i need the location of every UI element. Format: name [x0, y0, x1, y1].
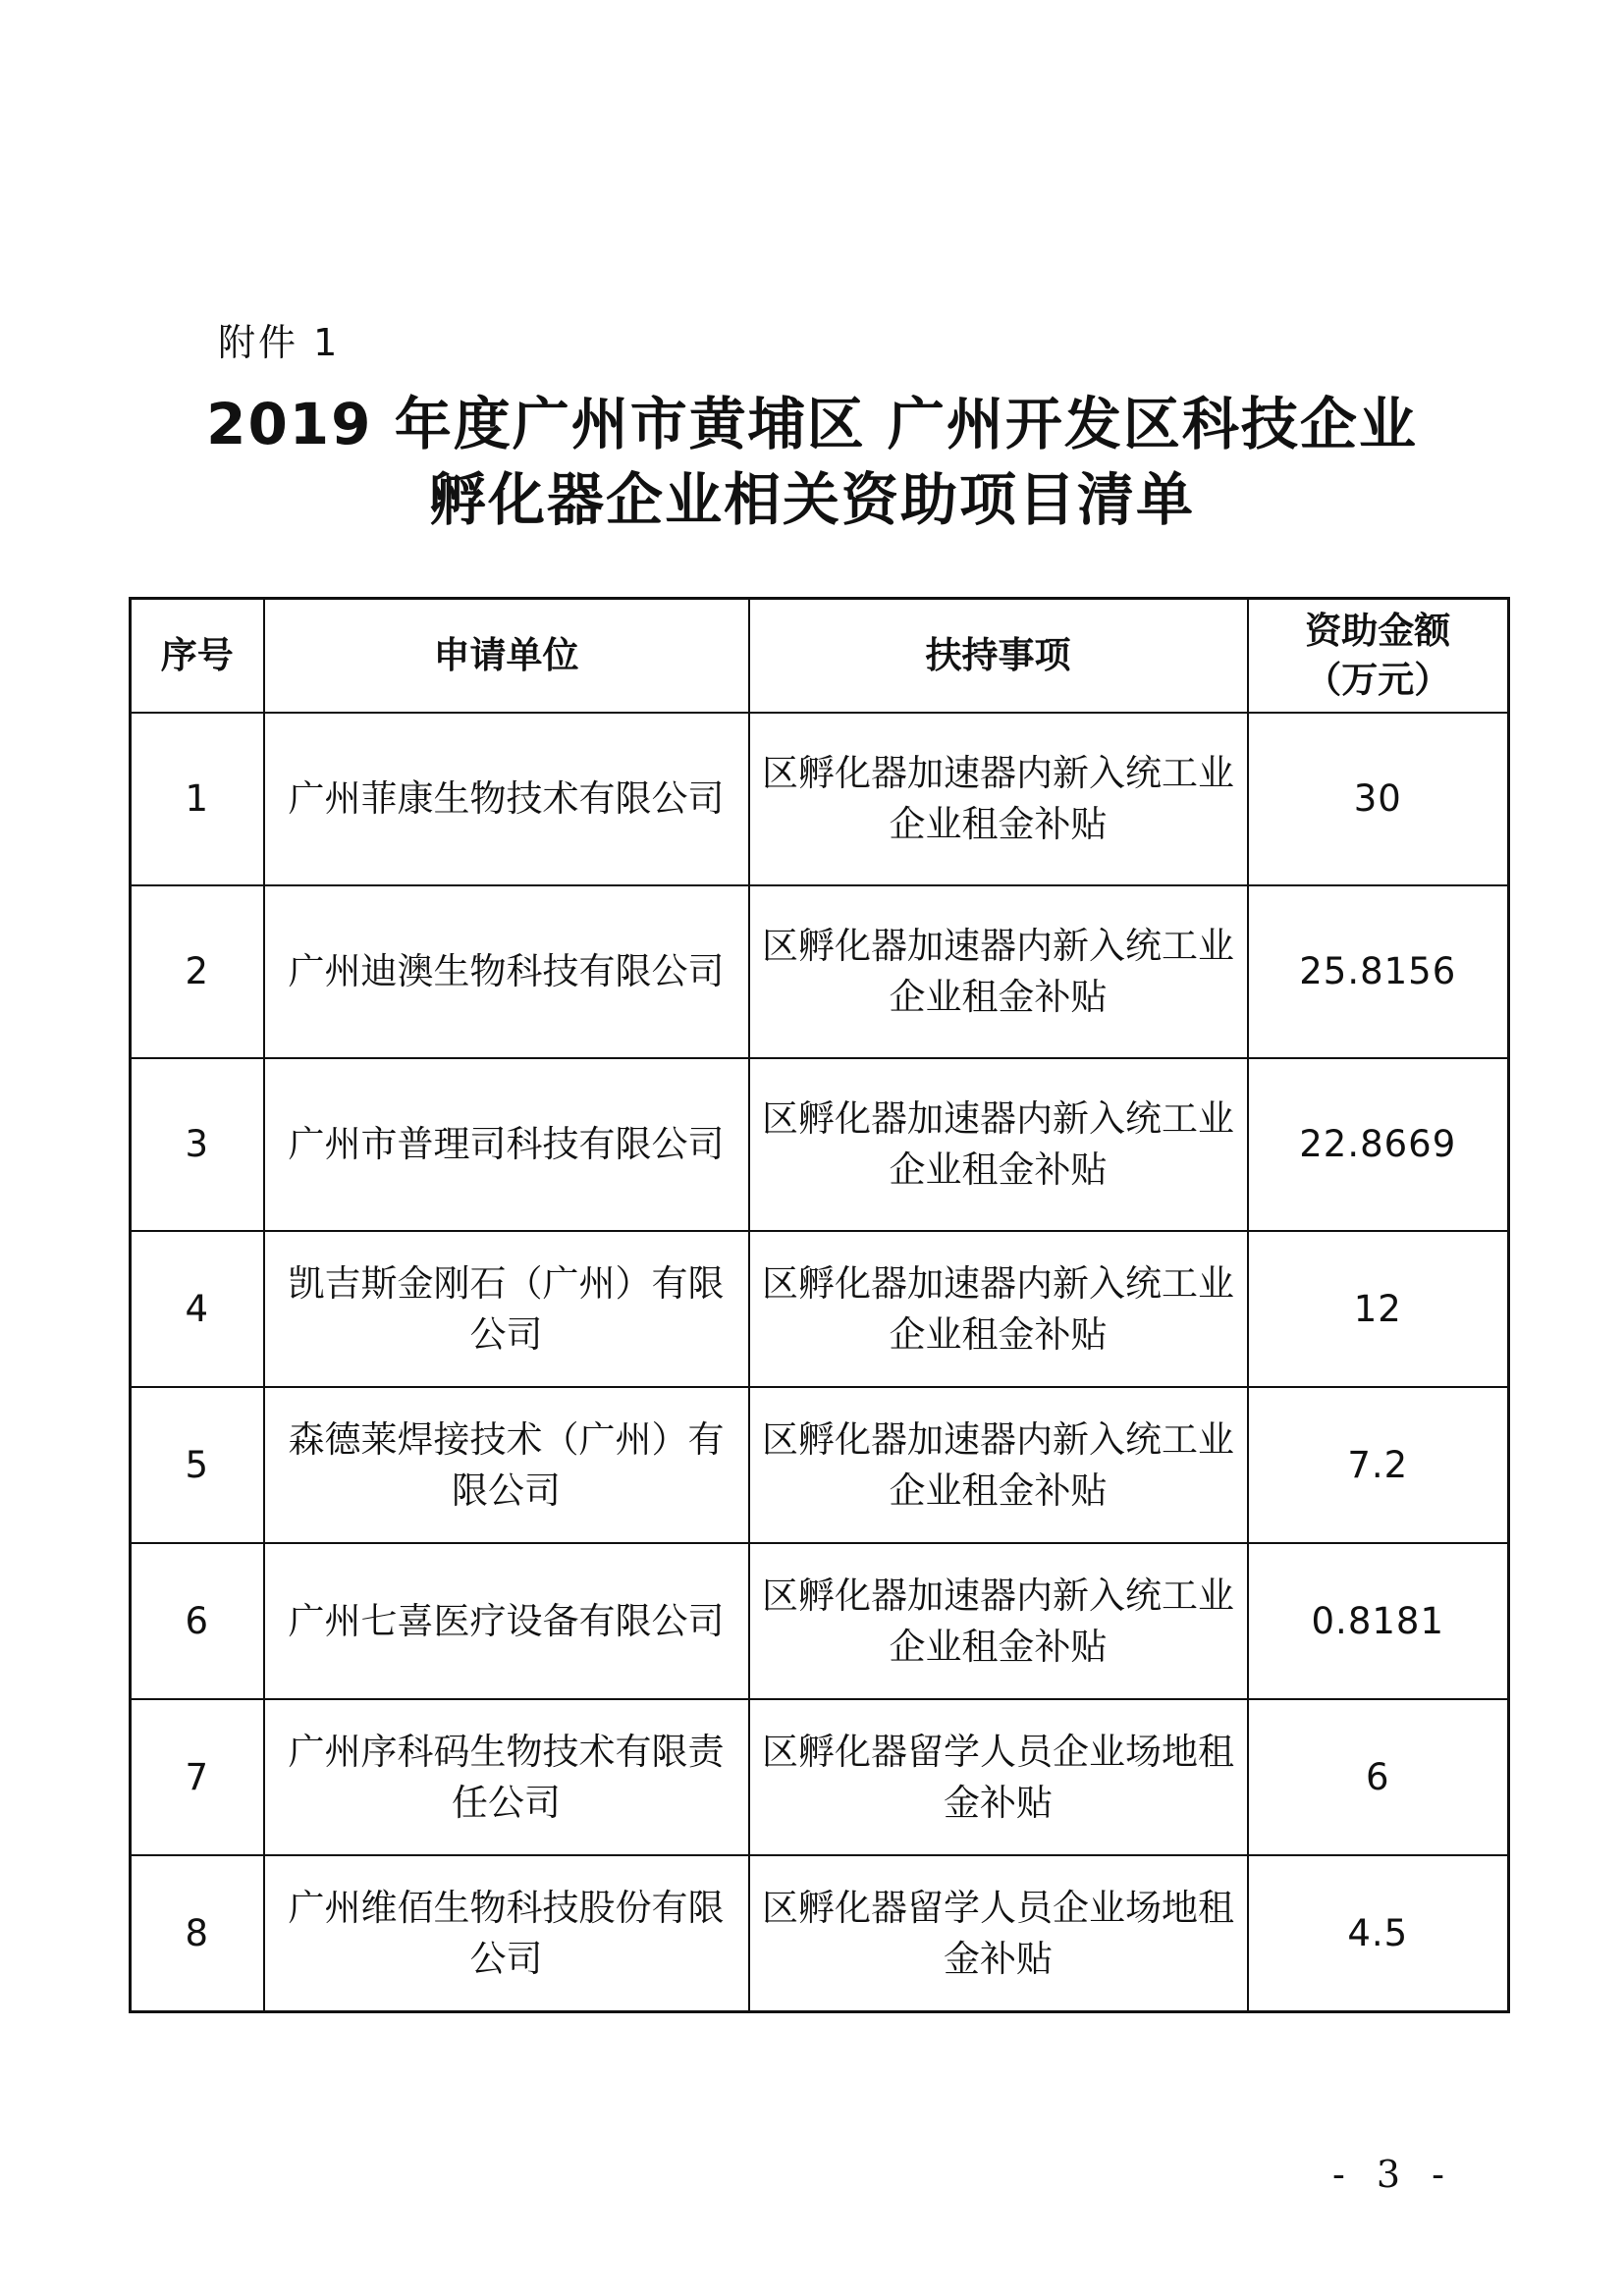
row-applicant: 森德莱焊接技术（广州）有限公司	[264, 1387, 749, 1543]
header-amount	[1248, 599, 1509, 714]
row-applicant: 广州七喜医疗设备有限公司	[264, 1543, 749, 1699]
header-item: 扶持事项	[749, 599, 1248, 714]
row-index: 4	[131, 1231, 264, 1387]
table-header-row	[131, 599, 1509, 714]
document-title-line-2: 孵化器企业相关资助项目清单	[428, 466, 1195, 533]
row-index: 7	[131, 1699, 264, 1855]
header-amount-line-2: （万元）	[1305, 659, 1451, 701]
row-amount: 4.5	[1248, 1855, 1509, 2012]
row-amount: 22.8669	[1248, 1058, 1509, 1231]
row-amount: 25.8156	[1248, 885, 1509, 1058]
funding-table	[129, 597, 1510, 2013]
attachment-label: 附件 1	[218, 321, 341, 364]
table-row	[131, 1855, 1509, 2012]
row-applicant: 凯吉斯金刚石（广州）有限公司	[264, 1231, 749, 1387]
page-number: - 3 -	[1332, 2153, 1455, 2196]
row-amount: 12	[1248, 1231, 1509, 1387]
row-index: 1	[131, 713, 264, 885]
row-item: 区孵化器加速器内新入统工业企业租金补贴	[749, 1058, 1248, 1231]
row-index: 2	[131, 885, 264, 1058]
row-index: 8	[131, 1855, 264, 2012]
table-row	[131, 885, 1509, 1058]
row-item: 区孵化器留学人员企业场地租金补贴	[749, 1699, 1248, 1855]
row-item: 区孵化器加速器内新入统工业企业租金补贴	[749, 1231, 1248, 1387]
header-amount-line-1: 资助金额	[1305, 610, 1451, 652]
table-row	[131, 1543, 1509, 1699]
row-index: 5	[131, 1387, 264, 1543]
row-index: 6	[131, 1543, 264, 1699]
row-applicant: 广州迪澳生物科技有限公司	[264, 885, 749, 1058]
row-applicant: 广州市普理司科技有限公司	[264, 1058, 749, 1231]
row-applicant: 广州序科码生物技术有限责任公司	[264, 1699, 749, 1855]
row-amount: 6	[1248, 1699, 1509, 1855]
table-row	[131, 1058, 1509, 1231]
row-item: 区孵化器加速器内新入统工业企业租金补贴	[749, 1543, 1248, 1699]
table-row	[131, 713, 1509, 885]
row-index: 3	[131, 1058, 264, 1231]
table-row	[131, 1387, 1509, 1543]
row-amount: 0.8181	[1248, 1543, 1509, 1699]
row-amount: 30	[1248, 713, 1509, 885]
row-item: 区孵化器留学人员企业场地租金补贴	[749, 1855, 1248, 2012]
table-row	[131, 1231, 1509, 1387]
document-title-line-1: 2019 年度广州市黄埔区 广州开发区科技企业	[206, 391, 1418, 457]
table-row	[131, 1699, 1509, 1855]
header-applicant: 申请单位	[264, 599, 749, 714]
row-item: 区孵化器加速器内新入统工业企业租金补贴	[749, 713, 1248, 885]
row-item: 区孵化器加速器内新入统工业企业租金补贴	[749, 1387, 1248, 1543]
header-index: 序号	[131, 599, 264, 714]
row-applicant: 广州菲康生物技术有限公司	[264, 713, 749, 885]
row-amount: 7.2	[1248, 1387, 1509, 1543]
row-applicant: 广州维佰生物科技股份有限公司	[264, 1855, 749, 2012]
row-item: 区孵化器加速器内新入统工业企业租金补贴	[749, 885, 1248, 1058]
